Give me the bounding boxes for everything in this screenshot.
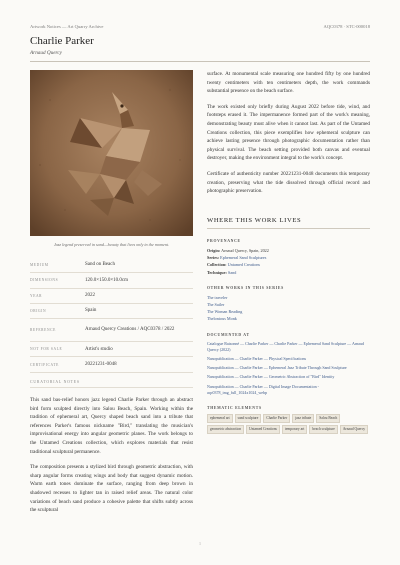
metadata-table	[30, 258, 193, 373]
meta-row	[30, 289, 193, 304]
other-work-link[interactable]: Thelonious Monk	[207, 316, 237, 322]
theme-tag[interactable]: jazz tribute	[292, 414, 314, 423]
series-label: Series:	[207, 255, 220, 261]
meta-value: Arnaud Quercy Creations / AQC0378 / 2022	[85, 327, 175, 333]
top-bar	[30, 24, 370, 29]
other-work-link[interactable]: The traveler	[207, 294, 228, 300]
where-this-work-lives	[207, 217, 370, 434]
meta-key: NOT FOR SALE	[30, 347, 63, 352]
other-works-heading: OTHER WORKS IN THIS SERIES	[207, 285, 284, 290]
body-paragraph: The work existed only briefly during August 2022 before tide, wind, and footsteps erased it. The impermanence formed part of the work's meaning, demonstrating beauty must alive when it cannot last. As part of the Untamed Creations collection, this piece exemplifies how ephemeral sculpture can achieve lasting presence through photographic documentation rather than physical survival. The beach setting provided both canvas and eventual destroyer, making the environment integral to the work's concept.	[207, 103, 370, 162]
other-work-link[interactable]: The Woman Reading	[207, 309, 243, 315]
meta-key: YEAR	[30, 293, 43, 298]
curatorial-notes	[30, 380, 193, 522]
meta-value: 120.0×150.0×10.0cm	[85, 277, 128, 283]
body-paragraph: Certificate of authenticity number 20221231-0048 documents this temporary creation, preserving what the tide dissolved through official record and photographic preservation.	[207, 170, 370, 195]
meta-row	[30, 304, 193, 319]
theme-tag[interactable]: beach sculpture	[309, 425, 337, 434]
curatorial-heading: CURATORIAL NOTES	[30, 380, 193, 388]
documented-link[interactable]: Nanopublication — Charlie Parker — Digital Image Documentation - aqc0378_img_full_1024x1024_webp	[207, 383, 319, 395]
artist-name: Arnaud Quercy	[30, 50, 62, 56]
documented-link[interactable]: Nanopublication — Charlie Parker — Ephemeral Jazz Tribute Through Sand Sculpture	[207, 365, 347, 371]
technique-link[interactable]: Sand	[227, 269, 237, 275]
curatorial-paragraph: The composition presents a stylized bird through geometric abstraction, with sharp angular forms creating wings and body that suggest dynamic motion. Warm earth tones dominate the surface, ranging from deep brown in shadowed recesses to lighter tan in raised relief areas. The natural color variations of beach sand produce a cohesive palette that shifts subtly across the sculptural	[30, 464, 193, 514]
tag-list	[207, 414, 370, 434]
artwork-image[interactable]	[30, 70, 193, 236]
image-caption: Jazz legend preserved in sand—beauty that lives only in the moment.	[53, 242, 170, 247]
series-link[interactable]: Ephemeral Sand Sculptures	[220, 255, 267, 261]
provenance-origin	[207, 247, 370, 254]
provenance-series	[207, 254, 370, 261]
theme-tag[interactable]: Charlie Parker	[263, 414, 290, 423]
theme-tag[interactable]: Untamed Creations	[246, 425, 280, 434]
other-work-link[interactable]: The Sailer	[207, 302, 225, 308]
header-divider	[30, 61, 370, 62]
meta-key: DIMENSIONS	[30, 278, 59, 283]
documented-link[interactable]: Nanopublication — Charlie Parker — Geometric Abstraction of "Bird" Identity	[207, 374, 335, 380]
provenance-collection	[207, 261, 370, 268]
documented-link[interactable]: Nanopublication — Charlie Parker — Physical Specifications	[207, 356, 307, 362]
themes-heading: THEMATIC ELEMENTS	[207, 406, 262, 411]
collection-link[interactable]: Untamed Creations	[227, 262, 261, 268]
reference-code: AQC0378 · STC-000018	[323, 24, 370, 29]
provenance-heading: PROVENANCE	[207, 239, 241, 243]
meta-value: Artist's studio	[85, 346, 113, 352]
documented-heading: DOCUMENTED AT	[207, 332, 250, 337]
meta-key: CERTIFICATE	[30, 362, 59, 367]
documented-link[interactable]: Catalogue Raisonné — Charlie Parker — Charlie Parker — Ephemeral Sand Sculpture — Arnaud Quercy (2022)	[207, 340, 364, 352]
theme-tag[interactable]: geometric abstraction	[207, 425, 244, 434]
meta-row	[30, 273, 193, 288]
meta-value: Spain	[85, 308, 97, 314]
curatorial-paragraph: This sand bas-relief honors jazz legend Charlie Parker through an abstract bird form sculpted directly into Salou Beach, Spain. Working within the tradition of ephemeral art, Quercy shaped beach sand into a tribute that references Parker's famous nickname "Bird," translating the musician's improvisational energy into angular geometric planes. The work belongs to the Untamed Creations collection, which explores materials that resist traditional sculptural permanence.	[30, 397, 193, 455]
page-title: Charlie Parker	[30, 35, 94, 47]
theme-tag[interactable]: sand sculpture	[235, 414, 262, 423]
collection-label: Collection:	[207, 262, 227, 268]
meta-row	[30, 258, 193, 273]
meta-value: 2022	[85, 292, 95, 298]
notes-continued	[207, 70, 370, 203]
theme-tag[interactable]: Salou Beach	[316, 414, 340, 423]
meta-row	[30, 319, 193, 342]
meta-value: 20221231-0048	[85, 361, 117, 367]
meta-row	[30, 357, 193, 372]
theme-tag[interactable]: temporary art	[282, 425, 307, 434]
body-paragraph: surface. At monumental scale measuring one hundred fifty by one hundred twenty centimeters with ten centimeters depth, the work commands substantial presence on the beach surface.	[207, 71, 370, 95]
page-number: 1	[199, 541, 201, 546]
origin-label: Origin:	[207, 248, 221, 253]
meta-key: REFERENCE	[30, 328, 56, 333]
collection-label: Artwork Notices — Art Quarry Archive	[30, 24, 104, 29]
meta-value: Sand on Beach	[85, 262, 115, 268]
technique-label: Technique:	[207, 269, 227, 275]
where-heading: WHERE THIS WORK LIVES	[207, 217, 370, 229]
origin-value: Arnaud Quercy, Spain, 2022	[221, 248, 269, 253]
theme-tag[interactable]: ephemeral art	[207, 414, 233, 423]
meta-key: MEDIUM	[30, 263, 49, 268]
provenance-technique	[207, 269, 370, 276]
theme-tag[interactable]: Arnaud Quercy	[340, 425, 368, 434]
meta-key: ORIGIN	[30, 309, 47, 314]
sand-bird-relief	[30, 70, 193, 236]
meta-row	[30, 342, 193, 357]
